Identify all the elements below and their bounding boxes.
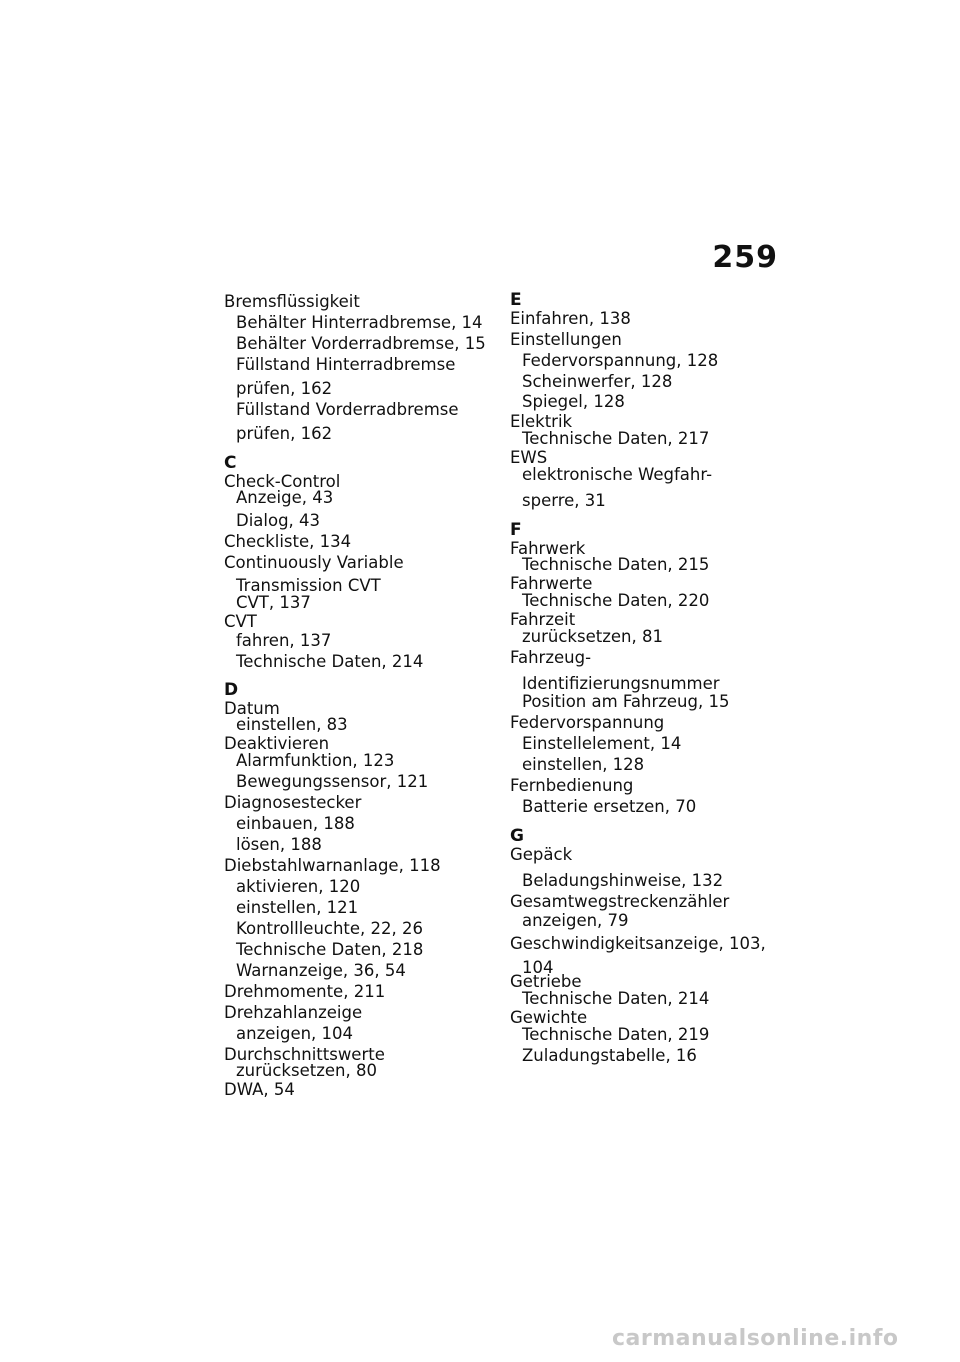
index-subentry: Scheinwerfer, 128 [522, 372, 673, 391]
index-subentry: zurücksetzen, 80 [236, 1061, 377, 1080]
index-subentry: Technische Daten, 220 [522, 591, 710, 610]
index-entry: Gewichte [510, 1008, 588, 1027]
index-subentry: Füllstand Vorderradbremse [236, 400, 459, 419]
index-entry: Checkliste, 134 [224, 532, 352, 551]
index-subentry: Technische Daten, 217 [522, 429, 710, 448]
index-entry: Getriebe [510, 972, 582, 991]
section-letter: E [510, 290, 522, 310]
index-entry: Gepäck [510, 845, 573, 864]
index-subentry: Technische Daten, 215 [522, 555, 710, 574]
index-subentry: aktivieren, 120 [236, 877, 361, 896]
index-subentry: Anzeige, 43 [236, 488, 334, 507]
index-entry: EWS [510, 448, 548, 467]
index-entry: Elektrik [510, 412, 573, 431]
index-column-right [510, 291, 800, 1066]
watermark-text: carmanualsonline.info [612, 1326, 899, 1351]
index-subentry: Federvorspannung, 128 [522, 351, 719, 370]
index-entry: Geschwindigkeitsanzeige, 103, [510, 934, 766, 953]
index-entry: Check-Control [224, 472, 341, 491]
index-subentry: anzeigen, 104 [236, 1024, 354, 1043]
index-subentry: Batterie ersetzen, 70 [522, 797, 697, 816]
section-letter: C [224, 453, 237, 473]
index-subentry: Position am Fahrzeug, 15 [522, 692, 730, 711]
index-subentry: Bewegungssensor, 121 [236, 772, 429, 791]
index-subentry: Zuladungstabelle, 16 [522, 1046, 697, 1065]
index-subentry: Spiegel, 128 [522, 392, 625, 411]
index-entry: Fahrzeit [510, 610, 576, 629]
index-subentry: einstellen, 121 [236, 898, 359, 917]
index-entry: Datum [224, 699, 280, 718]
page-number: 259 [712, 240, 778, 275]
index-subentry: anzeigen, 79 [522, 911, 629, 930]
index-entry: Continuously Variable [224, 553, 404, 572]
index-entry: Fahrwerte [510, 574, 593, 593]
index-subentry: Kontrollleuchte, 22, 26 [236, 919, 424, 938]
index-subentry: Transmission CVT [236, 576, 381, 595]
index-entry: Drehmomente, 211 [224, 982, 386, 1001]
index-subentry: Technische Daten, 214 [522, 989, 710, 1008]
index-subentry: Behälter Vorderradbremse, 15 [236, 334, 486, 353]
index-subentry: Technische Daten, 219 [522, 1025, 710, 1044]
index-entry: Durchschnittswerte [224, 1045, 385, 1064]
index-entry: Gesamtwegstreckenzähler [510, 892, 730, 911]
index-subentry: Füllstand Hinterradbremse [236, 355, 456, 374]
index-subentry: lösen, 188 [236, 835, 322, 854]
index-subentry: elektronische Wegfahr- [522, 465, 713, 484]
index-entry: CVT [224, 612, 257, 631]
index-entry: Diagnosestecker [224, 793, 362, 812]
index-subentry: einstellen, 83 [236, 715, 348, 734]
section-letter: F [510, 520, 522, 540]
index-entry: Diebstahlwarnanlage, 118 [224, 856, 441, 875]
index-subentry: Technische Daten, 214 [236, 652, 424, 671]
index-column-left [224, 292, 514, 1100]
index-subentry: 104 [522, 958, 554, 977]
index-subentry: fahren, 137 [236, 631, 332, 650]
index-subentry: Alarmfunktion, 123 [236, 751, 395, 770]
index-entry: Einstellungen [510, 330, 622, 349]
index-subentry: einbauen, 188 [236, 814, 355, 833]
index-subentry: Einstellelement, 14 [522, 734, 682, 753]
index-subentry: Warnanzeige, 36, 54 [236, 961, 406, 980]
index-subentry: Dialog, 43 [236, 511, 321, 530]
index-entry: Fahrzeug- [510, 648, 592, 667]
index-entry: Bremsflüssigkeit [224, 292, 360, 311]
index-entry: Einfahren, 138 [510, 309, 631, 328]
index-entry: Drehzahlanzeige [224, 1003, 363, 1022]
index-subentry: Behälter Hinterradbremse, 14 [236, 313, 483, 332]
index-entry: Deaktivieren [224, 734, 330, 753]
index-entry: Fernbedienung [510, 776, 634, 795]
section-letter: G [510, 826, 524, 846]
index-subentry: zurücksetzen, 81 [522, 627, 663, 646]
index-subentry: einstellen, 128 [522, 755, 645, 774]
index-subentry: CVT, 137 [236, 593, 311, 612]
index-subentry: Identifizierungsnummer [522, 674, 720, 693]
index-entry: DWA, 54 [224, 1080, 295, 1099]
index-subentry: Beladungshinweise, 132 [522, 871, 724, 890]
index-subentry: Technische Daten, 218 [236, 940, 424, 959]
index-entry: Fahrwerk [510, 539, 586, 558]
index-subentry: prüfen, 162 [236, 424, 333, 443]
section-letter: D [224, 680, 239, 700]
index-subentry: prüfen, 162 [236, 379, 333, 398]
index-entry: Federvorspannung [510, 713, 665, 732]
index-subentry: sperre, 31 [522, 491, 606, 510]
